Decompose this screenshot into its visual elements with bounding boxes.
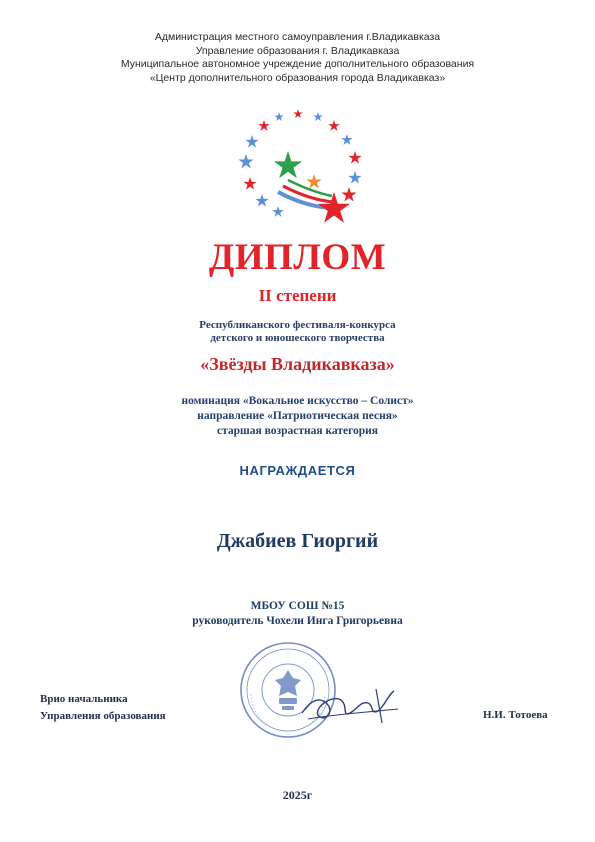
header-line-1: Администрация местного самоуправления г.Владикавказа	[154, 31, 441, 43]
nomination-line: номинация «Вокальное искусство – Солист»	[181, 395, 414, 407]
signatory-title-line-2: Управления образования	[40, 710, 166, 722]
festival-line-1: Республиканского фестиваля-конкурса	[199, 319, 396, 331]
diploma-title: ДИПЛОМ	[208, 237, 387, 278]
school-name: МБОУ СОШ №15	[250, 600, 345, 612]
festival-description	[0, 319, 595, 344]
age-category-line: старшая возрастная категория	[216, 425, 379, 437]
star-ring-logo-icon	[228, 100, 368, 235]
festival-name: «Звёзды Владикавказа»	[200, 354, 395, 374]
awarded-label: НАГРАЖДАЕТСЯ	[239, 463, 356, 478]
diploma-degree: II степени	[258, 286, 337, 305]
header-line-3: Муниципальное автономное учреждение дополнительного образования	[120, 58, 475, 70]
direction-line: направление «Патриотическая песня»	[197, 410, 398, 422]
signatory-name: Н.И. Тотоева	[483, 709, 548, 721]
header-line-4: «Центр дополнительного образования города Владикавказ»	[149, 71, 446, 84]
festival-line-2: детского и юношеского творчества	[210, 331, 385, 344]
issue-year: 2025г	[282, 788, 313, 802]
recipient-name: Джабиев Гиоргий	[216, 530, 379, 552]
issuer-header	[0, 31, 595, 85]
signatory-title	[40, 691, 166, 725]
header-line-2: Управление образования г. Владикавказа	[195, 44, 400, 57]
handwritten-signature-icon	[298, 683, 403, 731]
school-leader: руководитель Чохели Инга Григорьевна	[192, 615, 403, 627]
signatory-title-line-1: Врио начальника	[40, 693, 128, 705]
school-block	[0, 599, 595, 629]
nomination-block	[0, 394, 595, 439]
